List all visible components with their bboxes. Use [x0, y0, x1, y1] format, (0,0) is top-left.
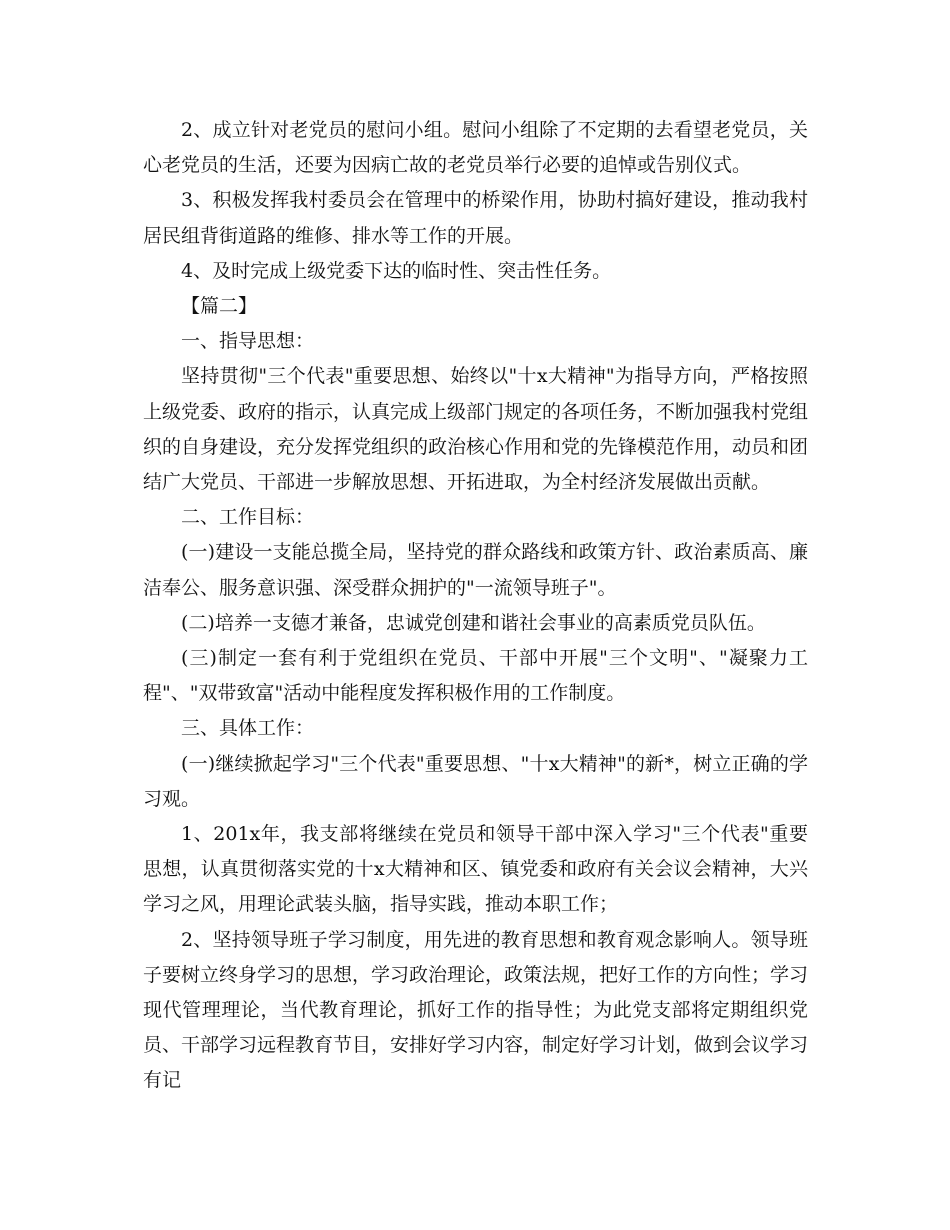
paragraph-3: 4、及时完成上级党委下达的临时性、突击性任务。 [181, 259, 612, 282]
work-item-1: (一)继续掀起学习"三个代表"重要思想、"十x大精神"的新*，树立正确的学习观。 [143, 752, 808, 810]
heading-guiding-ideology: 一、指导思想： [181, 330, 315, 353]
document-body [143, 113, 808, 1099]
heading-specific-work: 三、具体工作： [181, 717, 315, 740]
section-heading-pian-er: 【篇二】 [181, 295, 258, 318]
paragraph-2: 3、积极发挥我村委员会在管理中的桥梁作用，协助村搞好建设，推动我村居民组背街道路的维修、排水等工作的开展。 [143, 189, 808, 247]
paragraph-1: 2、成立针对老党员的慰问小组。慰问小组除了不定期的去看望老党员，关心老党员的生活，还要为因病亡故的老党员举行必要的追悼或告别仪式。 [143, 119, 808, 177]
goal-item-2: (二)培养一支德才兼备，忠诚党创建和谐社会事业的高素质党员队伍。 [181, 611, 766, 634]
goal-item-3: (三)制定一套有利于党组织在党员、干部中开展"三个文明"、"凝聚力工程"、"双带致富"活动中能程度发挥积极作用的工作制度。 [143, 647, 808, 705]
goal-item-1: (一)建设一支能总揽全局，坚持党的群众路线和政策方针、政治素质高、廉洁奉公、服务意识强、深受群众拥护的"一流领导班子"。 [143, 541, 808, 599]
work-subitem-2: 2、坚持领导班子学习制度，用先进的教育思想和教育观念影响人。领导班子要树立终身学习的思想，学习政治理论，政策法规，把好工作的方向性；学习现代管理理论，当代教育理论，抓好工作的指导性；为此党支部将定期组织党员、干部学习远程教育节目，安排好学习内容，制定好学习计划，做到会议学习有记 [143, 928, 809, 1092]
heading-work-goals: 二、工作目标： [181, 506, 315, 529]
work-subitem-1: 1、201x年，我支部将继续在党员和领导干部中深入学习"三个代表"重要思想，认真贯彻落实党的十x大精神和区、镇党委和政府有关会议会精神，大兴学习之风，用理论武装头脑，指导实践，推动本职工作； [143, 823, 808, 916]
paragraph-guiding-ideology: 坚持贯彻"三个代表"重要思想、始终以"十x大精神"为指导方向，严格按照上级党委、政府的指示，认真完成上级部门规定的各项任务，不断加强我村党组织的自身建设，充分发挥党组织的政治核心作用和党的先锋模范作用，动员和团结广大党员、干部进一步解放思想、开拓进取，为全村经济发展做出贡献。 [143, 365, 809, 494]
